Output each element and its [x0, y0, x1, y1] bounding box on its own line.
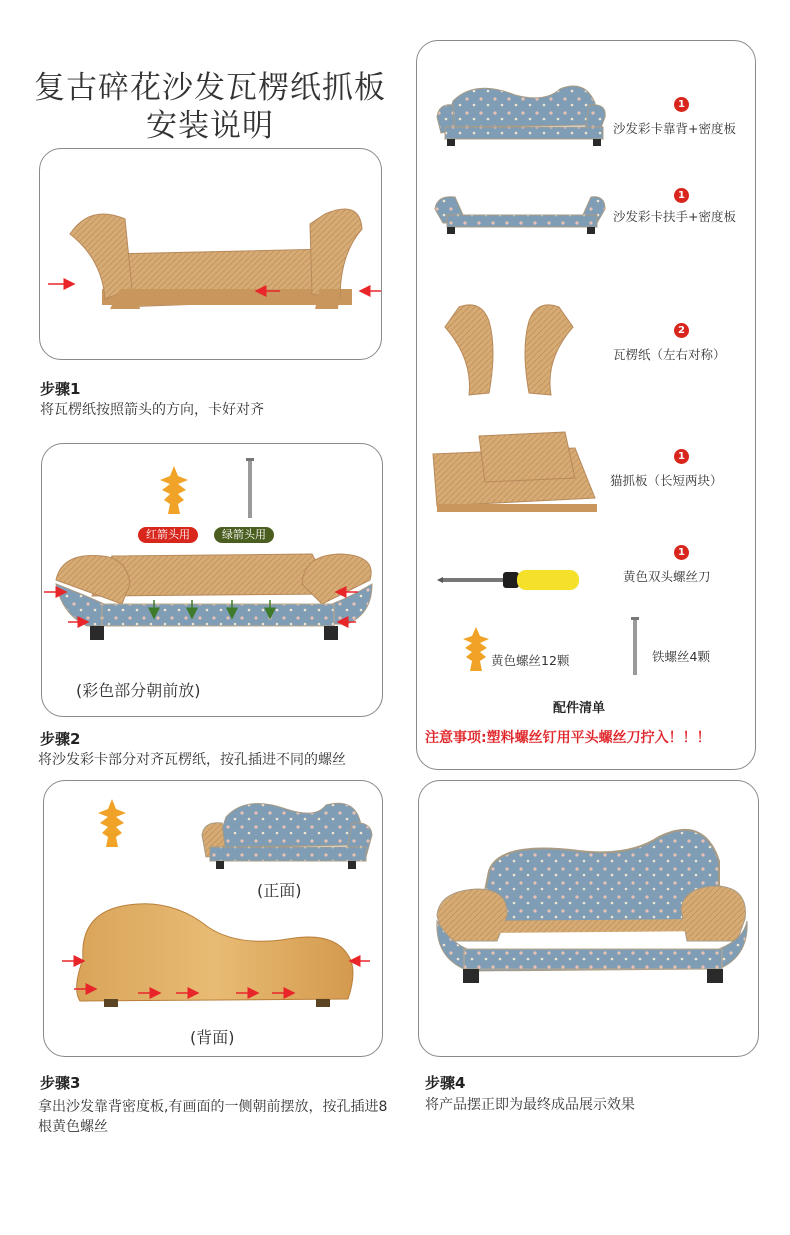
parts-list-panel: [416, 40, 756, 770]
iron-screw-label: 铁螺丝4颗: [652, 649, 710, 664]
sofa-front-view-illustration: [196, 795, 376, 875]
page-title: 复古碎花沙发瓦楞纸抓板: [34, 70, 386, 106]
yellow-plastic-screw-icon: [154, 466, 194, 526]
back-caption: (背面): [190, 1028, 235, 1047]
quantity-badge: 1: [674, 97, 689, 112]
part-label-screwdriver: 黄色双头螺丝刀: [623, 569, 711, 584]
cardboard-bed-illustration: [40, 149, 382, 360]
tag-green-arrow: 绿箭头用: [214, 527, 274, 543]
part-label-armrest: 沙发彩卡扶手+密度板: [613, 209, 736, 224]
quantity-badge: 1: [674, 449, 689, 464]
step3-description: 拿出沙发靠背密度板,有画面的一侧朝前摆放，按孔插进8根黄色螺丝: [38, 1099, 388, 1135]
yellow-screw-label: 黄色螺丝12颗: [491, 653, 570, 668]
step4-description: 将产品摆正即为最终成品展示效果: [425, 1097, 635, 1113]
quantity-badge: 1: [674, 545, 689, 560]
step1-description: 将瓦楞纸按照箭头的方向，卡好对齐: [40, 402, 264, 418]
step1-heading: 步骤1: [40, 380, 81, 398]
sofa-back-wooden-board-illustration: [58, 899, 368, 1029]
parts-list-title: 配件清单: [553, 701, 606, 716]
page-subtitle: 安装说明: [146, 108, 274, 144]
part-label-corrugated: 瓦楞纸（左右对称）: [613, 347, 726, 362]
step2-image-panel: [41, 443, 383, 717]
quantity-badge: 2: [674, 323, 689, 338]
step3-image-panel: [43, 780, 383, 1057]
step2-caption: (彩色部分朝前放): [76, 681, 201, 700]
screwdriver-icon: [443, 566, 593, 596]
yellow-plastic-screw-icon: [459, 627, 493, 683]
step2-heading: 步骤2: [40, 730, 81, 748]
step2-description: 将沙发彩卡部分对齐瓦楞纸，按孔插进不同的螺丝: [38, 752, 346, 768]
sofa-armrest-card-image: [433, 191, 605, 241]
iron-screw-icon: [245, 458, 255, 518]
step4-heading: 步骤4: [425, 1074, 466, 1092]
step3-heading: 步骤3: [40, 1074, 81, 1092]
front-caption: (正面): [257, 881, 302, 900]
part-label-scratch-board: 猫抓板（长短两块）: [610, 473, 723, 488]
iron-screw-icon: [630, 617, 640, 675]
corrugated-arm-pieces-image: [441, 299, 581, 399]
yellow-plastic-screw-icon: [92, 799, 132, 859]
installation-warning: 注意事项:塑料螺丝钉用平头螺丝刀拧入！！！: [425, 730, 711, 746]
quantity-badge: 1: [674, 188, 689, 203]
scratch-boards-image: [425, 426, 605, 516]
finished-sofa-illustration: [419, 781, 759, 1057]
tag-red-arrow: 红箭头用: [138, 527, 198, 543]
sofa-backrest-card-image: [435, 81, 605, 151]
step1-image-panel: [39, 148, 382, 360]
step4-image-panel: [418, 780, 759, 1057]
part-label-backrest: 沙发彩卡靠背+密度板: [613, 121, 736, 136]
sofa-front-assembly-illustration: [42, 544, 383, 684]
